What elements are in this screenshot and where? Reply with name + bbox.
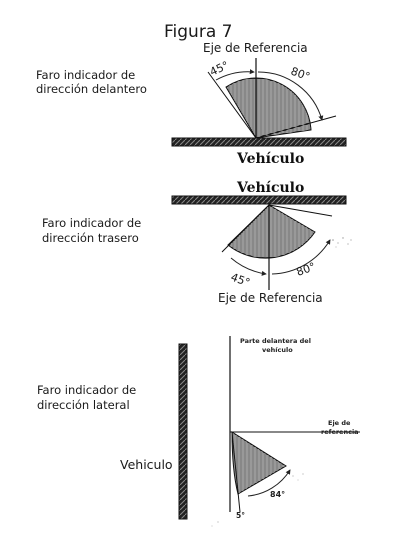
side-angle-84: 84° [270,490,286,499]
front-angle-45: 45° [207,58,231,79]
rear-label-line1: Faro indicador de [42,216,142,230]
side-front-label-line1: Parte delantera del [240,337,311,345]
side-indicator-diagram [37,336,360,527]
rear-indicator-diagram [42,180,352,305]
front-reference-label: Eje de Referencia [203,41,308,55]
rear-label-line2: dirección trasero [42,231,139,245]
front-visibility-sector [226,78,311,138]
front-vehicle-bar [172,138,346,146]
rear-vehicle-label: Vehículo [237,180,305,196]
front-label-line1: Faro indicador de [36,68,136,82]
rear-reference-label: Eje de Referencia [218,291,323,305]
side-front-label-line2: vehículo [262,346,293,354]
rear-angle-45: 45° [228,270,252,290]
rear-angle-80: 80° [294,259,318,279]
side-label-line1: Faro indicador de [37,383,137,397]
side-reference-line1: Eje de [328,419,351,427]
front-angle-80: 80° [288,64,312,84]
scan-speckle [332,237,351,247]
side-vehicle-bar [179,344,187,519]
rear-visibility-sector [228,205,315,258]
figure-title: Figura 7 [164,22,233,42]
rear-vehicle-bar [172,196,346,204]
front-indicator-diagram [36,41,346,167]
side-vehicle-label: Vehiculo [120,457,173,472]
front-label-line2: dirección delantero [36,82,147,96]
front-vehicle-label: Vehículo [237,151,305,167]
side-reference-line2: referencia [321,428,359,436]
side-visibility-sector [232,432,286,494]
side-label-line2: dirección lateral [37,398,130,412]
side-angle-5: 5° [236,511,245,520]
